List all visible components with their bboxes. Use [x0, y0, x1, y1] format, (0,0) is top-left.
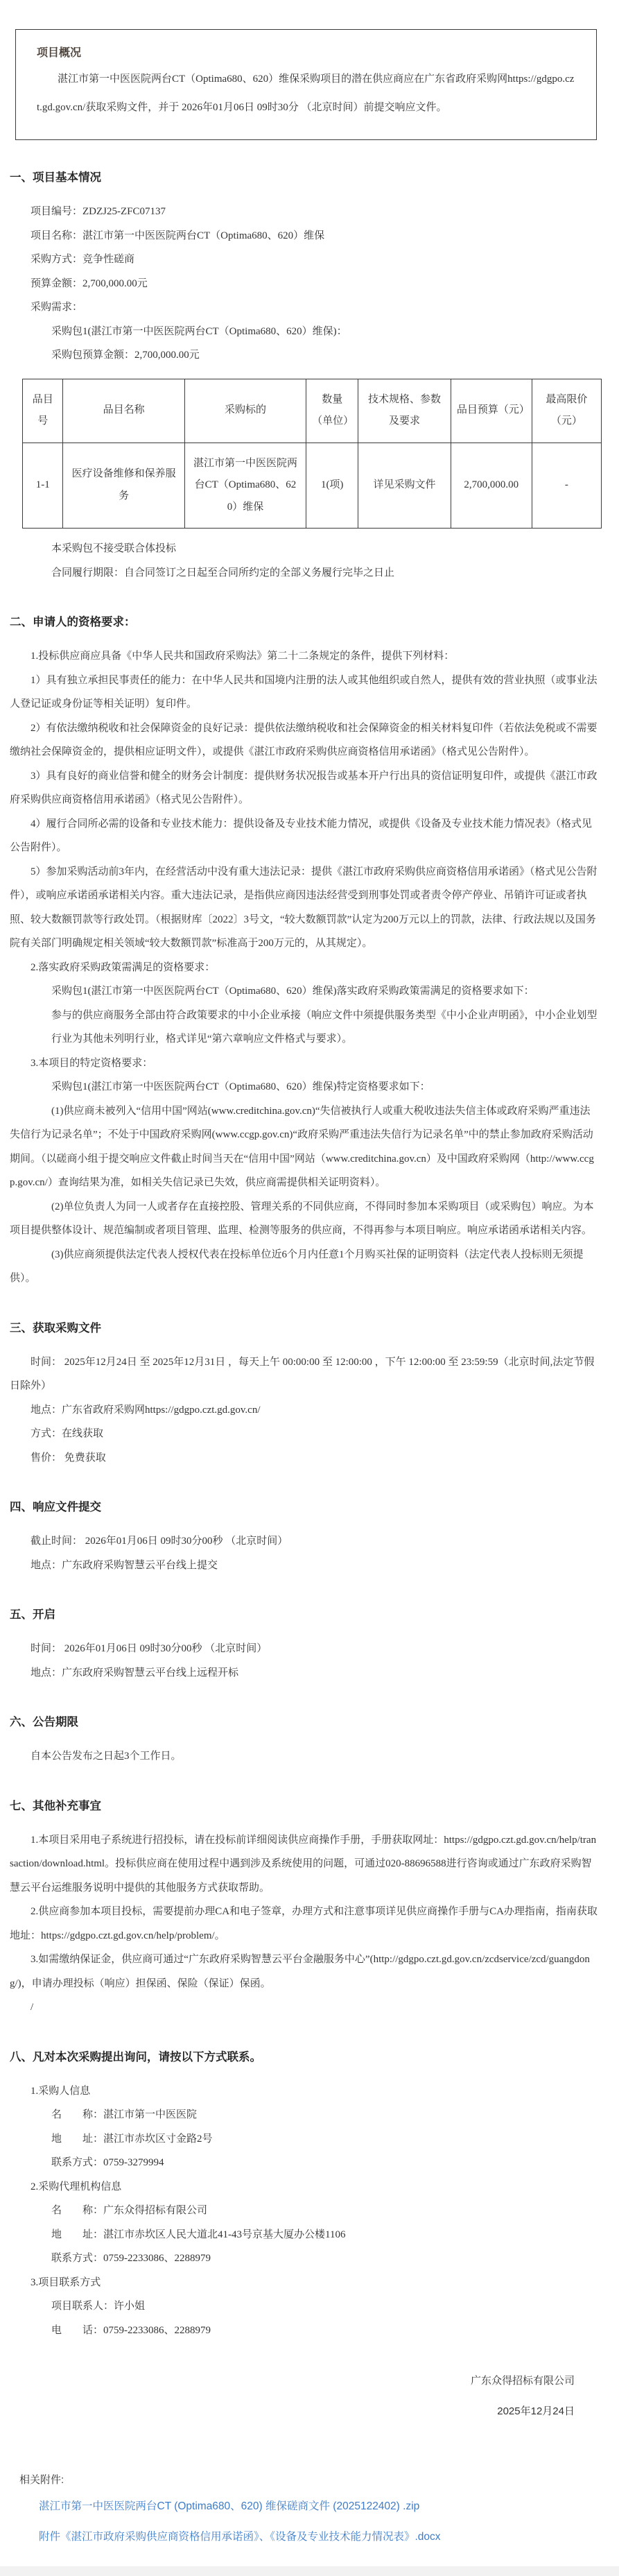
cell-item-no: 1-1: [23, 443, 63, 529]
opening-place-line: 地点：广东政府采购智慧云平台线上远程开标: [30, 1667, 239, 1678]
overview-text: 湛江市第一中医医院两台CT（Optima680、620）维保采购项目的潜在供应商应在广东省政府采购网https://gdgpo.czt.gd.gov.cn/获取采购文件，并于 2026年01月06日 09时30分 （北京时间）前提交响应文件。: [37, 74, 575, 113]
supplement-p4-slash: /: [30, 2002, 34, 2013]
items-table-header-row: [23, 379, 602, 443]
supplement-p1: 1.本项目采用电子系统进行招投标，请在投标前详细阅读供应商操作手册，手册获取网址：https://gdgpo.czt.gd.gov.cn/help/transaction/download.html。投标供应商在使用过程中遇到涉及系统使用的问题，可通过020-88696588进行咨询或通过广东政府采购智慧云平台运维服务说明中提供的其他服务方式获取帮助。: [10, 1834, 597, 1894]
attachment-link-zip[interactable]: 湛江市第一中医医院两台CT (Optima680、620) 维保磋商文件 (2025122402) .zip: [39, 2500, 420, 2512]
qualification-p5: 4）履行合同所必需的设备和专业技术能力：提供设备及专业技术能力情况，或提供《设备及专业技术能力情况表》（格式见公告附件）。: [10, 818, 593, 853]
project-contact-person-line: 项目联系人：许小姐: [51, 2301, 146, 2312]
method-label: 采购方式：: [30, 254, 83, 265]
col-header-item-budget: 品目预算（元）: [451, 379, 532, 443]
contract-term-line: 合同履行期限：自合同签订之日起至合同所约定的全部义务履行完毕之日止: [51, 567, 395, 578]
col-header-quantity: 数量（单位）: [306, 379, 358, 443]
package-budget-line: 采购包预算金额：2,700,000.00元: [51, 350, 200, 361]
submission-place-line: 地点：广东政府采购智慧云平台线上提交: [30, 1559, 218, 1571]
project-code-value: ZDZJ25-ZFC07137: [82, 206, 166, 217]
budget-value: 2,700,000.00元: [82, 277, 148, 289]
qualification-p6: 5）参加采购活动前3年内，在经营活动中没有重大违法记录：提供《湛江市政府采购供应商资格信用承诺函》（格式见公告附件），或响应承诺函承诺相关内容。重大违法记录，是指供应商因违法经营受到刑事处罚或者责令停产停业、吊销许可证或者执照、较大数额罚款等行政处罚。（根据财库〔2022〕3号文，“较大数额罚款”认定为200万元以上的罚款，法律、行政法规以及国务院有关部门明确规定相关领域“较大数额罚款”标准高于200万元的，从其规定）。: [10, 866, 598, 949]
buyer-contact-line: 联系方式：0759-3279994: [51, 2157, 164, 2168]
items-table: [22, 379, 602, 529]
project-name-label: 项目名称：: [30, 230, 83, 241]
qualification-p3: 2）有依法缴纳税收和社会保障资金的良好记录：提供依法缴纳税收和社会保障资金的相关材料复印件（若依法免税或不需要缴纳社会保障资金的，提供相应证明文件），或提供《湛江市政府采购供应商资格信用承诺函》（格式见公告附件）。: [10, 722, 598, 757]
submission-deadline-line: 截止时间： 2026年01月06日 09时30分00秒 （北京时间）: [30, 1536, 288, 1547]
section2-title: 二、申请人的资格要求：: [10, 615, 136, 628]
no-consortium-line: 本采购包不接受联合体投标: [51, 543, 177, 554]
buyer-info-heading: 1.采购人信息: [30, 2085, 91, 2097]
project-code-label: 项目编号：: [30, 206, 83, 217]
project-code-line: [10, 200, 600, 224]
attachment-link-docx[interactable]: 附件《湛江市政府采购供应商资格信用承诺函》、《设备及专业技术能力情况表》.docx: [39, 2531, 441, 2543]
cell-price-cap: -: [532, 443, 601, 529]
project-overview-box: [15, 29, 597, 140]
table-row: [23, 443, 602, 529]
package-line: 采购包1(湛江市第一中医医院两台CT（Optima680、620）维保)：: [51, 325, 347, 337]
project-contact-phone-line: 电 话：0759-2233086、2288979: [51, 2324, 211, 2336]
supplement-p2: 2.供应商参加本项目投标，需要提前办理CA和电子签章，办理方式和注意事项详见供应商操作手册与CA办理指南，指南获取地址：https://gdgpo.czt.gd.gov.cn/help/problem/。: [10, 1906, 598, 1941]
col-header-price-cap: 最高限价（元）: [532, 379, 601, 443]
budget-label: 预算金额：: [30, 277, 83, 289]
doc-obtain-price-line: 售价： 免费获取: [30, 1452, 106, 1463]
buyer-address-line: 地 址：湛江市赤坎区寸金路2号: [51, 2133, 213, 2145]
specific-requirement-1: (1)供应商未被列入“信用中国”网站(www.creditchina.gov.cn)“失信被执行人或重大税收违法失信主体或政府采购严重违法失信行为记录名单”；不处于中国政府采购网(www.ccgp.gov.cn)“政府采购严重违法失信行为记录名单”中的禁止参加政府采购活动期间。（以磋商小组于提交响应文件截止时间当天在“信用中国”网站（www.creditchina.gov.cn）及中国政府采购网（http://www.ccgp.gov.cn/）查询结果为准，如相关失信记录已失效，供应商需提供相关证明资料）。: [10, 1105, 594, 1188]
sme-requirement-paragraph: 参与的供应商服务全部由符合政策要求的中小企业承接（响应文件中须提供服务类型《中小企业声明函》，中小企业划型行业为其他未列明行业，格式详见“第六章响应文件格式与要求）。: [51, 1009, 598, 1045]
procurement-method-line: [10, 248, 600, 272]
col-header-item-name: 品目名称: [63, 379, 184, 443]
demand-label-line: 采购需求：: [30, 302, 83, 313]
signature-company: 广东众得招标有限公司: [470, 2375, 575, 2387]
signature-block: [10, 2366, 575, 2426]
project-name-line: [10, 224, 600, 248]
doc-obtain-time-line: 时间： 2025年12月24日 至 2025年12月31日 ，每天上午 00:00:00 至 12:00:00 ，下午 12:00:00 至 23:59:59（北京时间,法定节假日除外）: [10, 1356, 595, 1391]
announcement-body: [0, 168, 619, 2426]
related-attachments: [19, 2472, 619, 2547]
specific-requirement-2: (2)单位负责人为同一人或者存在直接控股、管理关系的不同供应商，不得同时参加本采购项目（或采购包）响应。为本项目提供整体设计、规范编制或者项目管理、监理、检测等服务的供应商，不得再参与本项目响应。响应承诺函承诺相关内容。: [10, 1201, 594, 1236]
col-header-item-no: 品目号: [23, 379, 63, 443]
project-name-value: 湛江市第一中医医院两台CT（Optima680、620）维保: [82, 230, 325, 241]
section3-title: 三、获取采购文件: [10, 1321, 101, 1334]
doc-obtain-way-line: 方式：在线获取: [30, 1428, 104, 1439]
section5-title: 五、开启: [10, 1608, 55, 1621]
opening-time-line: 时间： 2026年01月06日 09时30分00秒 （北京时间）: [30, 1643, 268, 1654]
section1-title: 一、项目基本情况: [10, 171, 101, 184]
specific-requirement-package-line: 采购包1(湛江市第一中医医院两台CT（Optima680、620）维保)特定资格要求如下：: [51, 1081, 430, 1092]
footer-band: [0, 2566, 619, 2576]
project-contact-heading: 3.项目联系方式: [30, 2276, 101, 2288]
specific-requirement-heading: 3.本项目的特定资格要求：: [30, 1057, 153, 1069]
method-value: 竞争性磋商: [82, 254, 135, 265]
policy-requirement-package-line: 采购包1(湛江市第一中医医院两台CT（Optima680、620）维保)落实政府采购政策需满足的资格要求如下：: [51, 986, 534, 997]
cell-quantity: 1(项): [306, 443, 358, 529]
overview-title: 项目概况: [37, 47, 82, 59]
qualification-p4: 3）具有良好的商业信誉和健全的财务会计制度：提供财务状况报告或基本开户行出具的资信证明复印件，或提供《湛江市政府采购供应商资格信用承诺函》（格式见公告附件）。: [10, 770, 598, 805]
cell-item-budget: 2,700,000.00: [451, 443, 532, 529]
agency-info-heading: 2.采购代理机构信息: [30, 2181, 122, 2192]
cell-tech-spec: 详见采购文件: [358, 443, 451, 529]
agency-contact-line: 联系方式：0759-2233086、2288979: [51, 2253, 211, 2264]
qualification-p1: 1.投标供应商应具备《中华人民共和国政府采购法》第二十二条规定的条件，提供下列材料：: [30, 651, 455, 662]
attachments-label: 相关附件:: [19, 2474, 64, 2486]
policy-requirement-heading: 2.落实政府采购政策需满足的资格要求：: [30, 961, 216, 973]
col-header-tech-spec: 技术规格、参数及要求: [358, 379, 451, 443]
qualification-p2: 1）具有独立承担民事责任的能力：在中华人民共和国境内注册的法人或其他组织或自然人，提供有效的营业执照（或事业法人登记证或身份证等相关证明）复印件。: [10, 674, 598, 710]
cell-subject: 湛江市第一中医医院两台CT（Optima680、620）维保: [184, 443, 306, 529]
signature-date: 2025年12月24日: [497, 2405, 575, 2417]
buyer-name-line: 名 称：湛江市第一中医医院: [51, 2109, 198, 2120]
agency-name-line: 名 称：广东众得招标有限公司: [51, 2205, 208, 2216]
cell-item-name: 医疗设备维修和保养服务: [63, 443, 184, 529]
section6-title: 六、公告期限: [10, 1715, 78, 1728]
announcement-period-line: 自本公告发布之日起3个工作日。: [30, 1751, 182, 1762]
doc-obtain-place-line: 地点：广东省政府采购网https://gdgpo.czt.gd.gov.cn/: [30, 1404, 261, 1416]
agency-address-line: 地 址：湛江市赤坎区人民大道北41-43号京基大厦办公楼1106: [51, 2229, 346, 2240]
section4-title: 四、响应文件提交: [10, 1500, 101, 1513]
budget-line: [10, 272, 600, 296]
section8-title: 八、凡对本次采购提出询问，请按以下方式联系。: [10, 2050, 261, 2063]
specific-requirement-3: (3)供应商须提供法定代表人授权代表在投标单位近6个月内任意1个月购买社保的证明资料（法定代表人投标则无须提供）。: [10, 1248, 584, 1284]
supplement-p3: 3.如需缴纳保证金，供应商可通过“广东政府采购智慧云平台金融服务中心”(http://gdgpo.czt.gd.gov.cn/zcdservice/zcd/guangdong/)，申请办理投标（响应）担保函、保险（保证）保函。: [10, 1954, 590, 1989]
col-header-subject: 采购标的: [184, 379, 306, 443]
section7-title: 七、其他补充事宜: [10, 1798, 101, 1812]
procurement-announcement-page: [0, 29, 619, 2576]
